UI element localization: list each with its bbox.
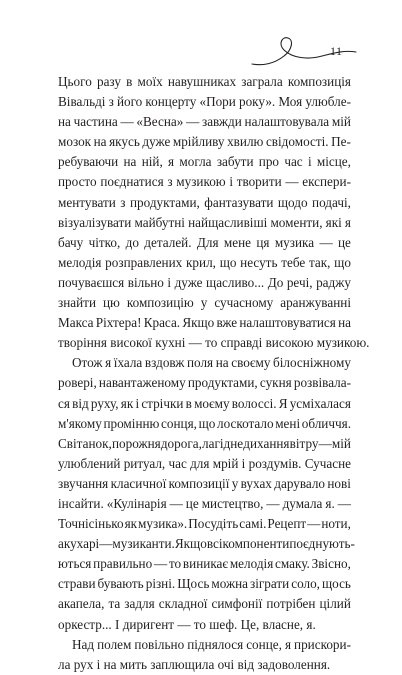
word: Точнісінько (58, 516, 124, 532)
word: Сучасне (304, 455, 351, 471)
word: могла (179, 154, 212, 170)
word: Макса (58, 315, 94, 331)
word: фантазувати (204, 194, 274, 210)
word: Над (72, 636, 95, 652)
word: білосніжному (273, 355, 351, 371)
word: дарувало (274, 475, 326, 491)
word: з (120, 194, 126, 210)
text-line (58, 112, 351, 132)
word: дуже (174, 274, 203, 290)
word: — (318, 435, 332, 451)
word: Краса. (143, 315, 181, 331)
word: правильно (93, 556, 153, 572)
word: своєму (231, 355, 271, 371)
word: мозок (58, 134, 92, 150)
word: кухарі (63, 536, 100, 552)
word: заграла (241, 74, 283, 89)
word: що (198, 415, 216, 431)
text-line (58, 494, 351, 514)
word: з (108, 94, 114, 110)
word: смаку. (275, 556, 310, 572)
text-line: ла рух і на мить заплющила очі від задоволення. (58, 656, 331, 672)
word: вздовж (144, 355, 185, 371)
word: поєднатися (100, 174, 164, 190)
word: мрій (212, 455, 239, 471)
text-line (58, 313, 351, 333)
word: Рецепт (267, 516, 307, 532)
word: можна (211, 576, 248, 592)
paragraph (58, 72, 370, 353)
text-line (58, 213, 351, 233)
word: знайти (58, 295, 96, 311)
word: для (190, 455, 210, 471)
word: мелодія (229, 556, 274, 572)
word: почуваєшся (58, 274, 125, 290)
word: прискори- (294, 636, 351, 652)
word: порожня (111, 435, 161, 451)
word: соло, (291, 576, 320, 592)
text-line (58, 233, 351, 253)
word: щось (322, 576, 351, 592)
word: його (116, 94, 143, 110)
word: інсайти. (58, 495, 104, 511)
word: сучасному (214, 295, 274, 311)
word: в (126, 74, 133, 89)
text-line (58, 193, 351, 213)
paragraph (58, 353, 355, 634)
word: музика». (138, 516, 188, 532)
text-line (58, 293, 351, 313)
text-line (58, 514, 351, 534)
word: класичної (110, 475, 167, 491)
word: — (169, 495, 183, 511)
word: крил, (186, 254, 216, 270)
word: року». (238, 94, 276, 110)
word: волоссі. (231, 395, 277, 411)
word: і (241, 455, 246, 471)
word: чітко, (88, 234, 121, 250)
text-line (58, 474, 351, 494)
page-number: 11 (330, 44, 343, 58)
word: симфонії (211, 596, 263, 612)
text-line (58, 172, 351, 192)
word: Якщо (182, 315, 215, 331)
word: моєму (194, 395, 230, 411)
word: частина (73, 114, 118, 130)
word: сонця, (161, 415, 197, 431)
body-text (58, 72, 370, 675)
word: час (284, 154, 303, 170)
word: вже (216, 315, 238, 331)
word: виникає (182, 556, 229, 572)
word: а (58, 536, 64, 552)
word: і (135, 395, 140, 411)
word: речі, (286, 274, 313, 290)
word: їхала (113, 355, 143, 371)
word: — (120, 114, 134, 130)
word: ця (256, 234, 270, 250)
word: мистецтво, (201, 495, 264, 511)
text-line (58, 594, 351, 614)
word: на (123, 154, 137, 170)
word: думала (282, 495, 323, 511)
text-line (58, 273, 351, 293)
word: До (267, 274, 284, 290)
word: мій (331, 435, 351, 451)
word: щасливо... (206, 274, 265, 290)
text-line (58, 353, 351, 373)
word: компоненти (222, 536, 290, 552)
word: несуть (240, 254, 278, 270)
text-line: творіння високої кухні — то справді високою музикою. (58, 335, 370, 351)
word: як (120, 395, 134, 411)
word: я (284, 636, 292, 652)
word: — (153, 556, 168, 572)
word: експери- (302, 174, 351, 190)
word: усміхалася (289, 395, 351, 411)
word: дихання (243, 435, 290, 451)
word: час (168, 455, 187, 471)
word: Посудіть (188, 516, 239, 532)
word: від (72, 395, 89, 411)
word: звучання (58, 475, 109, 491)
word: мені (275, 415, 301, 431)
word: обличчя. (301, 415, 351, 431)
word: налаштовуватися (239, 315, 336, 331)
word: ментувати (58, 194, 116, 210)
word: Я (278, 395, 288, 411)
text-line (58, 414, 351, 434)
word: потрібен (266, 596, 316, 612)
word: роздумів. (248, 455, 302, 471)
word: вільно (127, 274, 164, 290)
word: лагідне (202, 435, 244, 451)
word: Звісно, (311, 556, 351, 572)
word: у (200, 295, 208, 311)
word: продуктами, (129, 194, 200, 210)
word: «Пори (199, 94, 236, 110)
word: — (307, 516, 321, 532)
word: — (266, 495, 280, 511)
word: Отож (72, 355, 103, 371)
word: навантаженому (98, 375, 186, 391)
word: я (344, 214, 351, 230)
word: стрічки (141, 395, 184, 411)
word: акапела, (58, 596, 105, 612)
word: зіграти (250, 576, 290, 592)
word: Пе- (331, 134, 351, 150)
word: повільно (134, 636, 185, 652)
word: на (58, 114, 71, 130)
word: Для (196, 234, 219, 250)
word: в (185, 395, 192, 411)
word: дорога, (160, 435, 202, 451)
word: — (285, 174, 299, 190)
word: Якщо (174, 536, 207, 552)
word: я. (325, 495, 335, 511)
word: музиканти. (112, 536, 175, 552)
word: на (338, 315, 351, 331)
word: — (99, 536, 113, 552)
word: тебе (281, 254, 306, 270)
word: дуже (142, 134, 171, 150)
word: ребуваючи (58, 154, 119, 170)
text-line (58, 152, 351, 172)
word: — (337, 495, 351, 511)
paragraph (58, 635, 351, 675)
word: улюбле- (305, 94, 351, 110)
word: моїх (137, 74, 163, 89)
word: вітру (289, 435, 319, 451)
word: промінню (103, 415, 160, 431)
word: сонце, (246, 636, 282, 652)
word: це (337, 234, 351, 250)
word: мій (331, 114, 351, 130)
word: налаштовувала (244, 114, 330, 130)
word: полем (97, 636, 132, 652)
word: самі. (239, 516, 267, 532)
word: розвівала- (293, 375, 351, 391)
word: ся (58, 395, 70, 411)
word: Моя (278, 94, 303, 110)
word: цілий (319, 596, 351, 612)
text-line: оркестр... І диригент — то шеф. Це, власне, я. (58, 616, 316, 632)
word: до (125, 234, 139, 250)
word: якусь (109, 134, 140, 150)
word: навушниках (167, 74, 237, 89)
word: ноти, (321, 516, 351, 532)
word: сукня (259, 375, 292, 391)
word: ються (58, 556, 92, 572)
word: вухах (240, 475, 272, 491)
word: музикою (176, 174, 226, 190)
word: найщасливіші (188, 214, 268, 230)
word: аранжуванні (280, 295, 351, 311)
word: на (93, 134, 107, 150)
text-line (58, 554, 351, 574)
word: Вівальді (58, 94, 106, 110)
word: мрійливу (172, 134, 225, 150)
word: розправлених (105, 254, 183, 270)
word: та (108, 596, 121, 612)
word: про (258, 154, 280, 170)
word: м'якому (58, 415, 102, 431)
word: завжди (201, 114, 242, 130)
word: я (105, 355, 112, 371)
word: задля (124, 596, 155, 612)
word: музика (274, 234, 315, 250)
text-line (58, 72, 351, 92)
word: композиція (287, 74, 351, 89)
text-line (58, 574, 351, 594)
word: Ріхтера! (95, 315, 142, 331)
word: бувають (97, 576, 144, 592)
word: руху, (90, 395, 119, 411)
word: місце, (316, 154, 351, 170)
word: і (167, 274, 172, 290)
word: нові (327, 475, 351, 491)
word: що (334, 254, 351, 270)
word: — (186, 114, 200, 130)
word: це (185, 495, 199, 511)
word: деталей. (144, 234, 192, 250)
word: всі (206, 536, 223, 552)
word: улюблений (58, 455, 121, 471)
word: візуалізувати (58, 214, 132, 230)
text-line (58, 534, 355, 554)
word: з (167, 174, 173, 190)
word: майбутні (134, 214, 185, 230)
word: «Кулінарія (106, 495, 167, 511)
word: лоскотало (216, 415, 274, 431)
text-line (58, 373, 351, 393)
word: мелодія (58, 254, 102, 270)
word: піднялося (187, 636, 244, 652)
word: поля (186, 355, 214, 371)
word: на (215, 355, 229, 371)
word: концерту (145, 94, 197, 110)
word: — (319, 234, 333, 250)
text-line (58, 635, 351, 655)
word: просто (58, 174, 97, 190)
word: мене (223, 234, 251, 250)
word: композиції (168, 475, 230, 491)
word: бачу (58, 234, 84, 250)
word: що (219, 254, 237, 270)
word: страви (58, 576, 96, 592)
word: Щось (177, 576, 210, 592)
word: забути (216, 154, 254, 170)
word: я (168, 154, 175, 170)
word: раджу (316, 274, 351, 290)
word: Цього (58, 74, 92, 89)
word: то (168, 556, 182, 572)
word: «Весна» (136, 114, 184, 130)
text-line (58, 132, 351, 152)
word: свідомості. (265, 134, 329, 150)
word: подачі, (312, 194, 351, 210)
word: ровері, (58, 375, 97, 391)
text-line (58, 434, 351, 454)
word: які (325, 214, 342, 230)
word: як (124, 516, 138, 532)
word: різні. (145, 576, 176, 592)
word: Світанок, (58, 435, 112, 451)
word: творити (236, 174, 282, 190)
word: продуктами, (187, 375, 258, 391)
word: моменти, (270, 214, 323, 230)
word: разу (96, 74, 121, 89)
word: ній, (141, 154, 163, 170)
text-line (58, 253, 351, 273)
text-line (58, 394, 351, 414)
word: хвилю (227, 134, 264, 150)
word: і (307, 154, 312, 170)
word: у (231, 475, 239, 491)
text-line (58, 92, 351, 112)
word: щодо (277, 194, 308, 210)
word: і (229, 174, 233, 190)
flourish-swirl-icon (250, 30, 370, 70)
word: цю (102, 295, 120, 311)
text-line (58, 454, 351, 474)
word: композицію (126, 295, 194, 311)
word: поєднують- (289, 536, 355, 552)
word: ритуал, (123, 455, 166, 471)
word: складної (158, 596, 208, 612)
word: так, (308, 254, 331, 270)
